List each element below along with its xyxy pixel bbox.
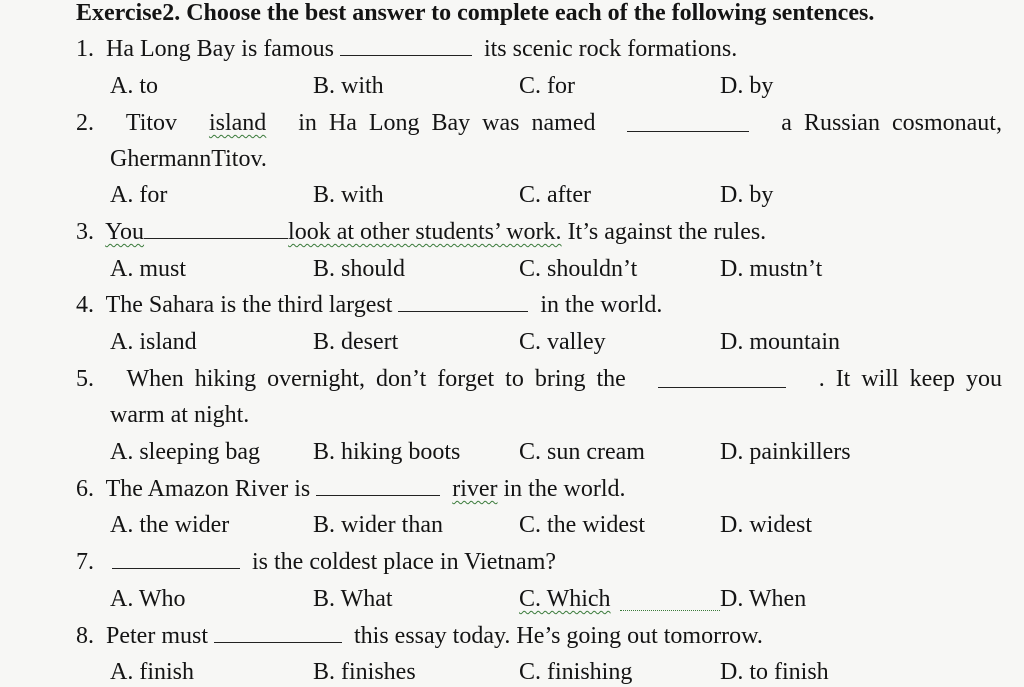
question-text-after: . It will keep you: [818, 366, 1002, 392]
option-b[interactable]: B. hiking boots: [313, 439, 461, 465]
question-text-before: When hiking overnight, don’t forget to bring the: [126, 366, 626, 392]
question-5-continuation: warm at night.: [110, 402, 250, 428]
question-text-after: its scenic rock formations.: [483, 36, 738, 62]
option-d[interactable]: D. When: [720, 586, 807, 612]
question-number: 7.: [76, 549, 94, 575]
option-a[interactable]: A. the wider: [110, 512, 230, 538]
question-text-after: in the world.: [503, 476, 626, 502]
option-b[interactable]: B. should: [313, 256, 406, 282]
option-c[interactable]: C. after: [519, 182, 591, 208]
question-text-before: Peter must: [106, 623, 208, 649]
option-a[interactable]: A. finish: [110, 659, 194, 685]
option-b[interactable]: B. What: [313, 586, 393, 612]
question-word-river: river: [452, 476, 498, 502]
question-number: 3.: [76, 219, 94, 245]
question-text-middle: in Ha Long Bay was named: [298, 110, 596, 136]
question-number: 1.: [76, 36, 94, 62]
question-6: [76, 474, 626, 504]
answer-blank[interactable]: [112, 548, 240, 569]
option-a[interactable]: A. to: [110, 73, 158, 99]
question-1: [76, 34, 737, 64]
option-b[interactable]: B. wider than: [313, 512, 443, 538]
option-c[interactable]: C. finishing: [519, 659, 633, 685]
option-d[interactable]: D. widest: [720, 512, 812, 538]
option-a[interactable]: A. sleeping bag: [110, 439, 260, 465]
answer-blank[interactable]: [398, 291, 528, 312]
option-d[interactable]: D. mustn’t: [720, 256, 823, 282]
answer-blank[interactable]: [658, 367, 786, 388]
option-c[interactable]: C. sun cream: [519, 439, 645, 465]
question-2-continuation: GhermannTitov.: [110, 146, 267, 172]
question-text-after: in the world.: [540, 292, 663, 318]
option-b[interactable]: B. with: [313, 73, 384, 99]
option-c[interactable]: C. shouldn’t: [519, 256, 638, 282]
option-d[interactable]: D. mountain: [720, 329, 840, 355]
exercise-title: Exercise2. Choose the best answer to complete each of the following sentences.: [76, 0, 875, 26]
option-c[interactable]: C. the widest: [519, 512, 645, 538]
option-d[interactable]: D. by: [720, 73, 774, 99]
answer-blank[interactable]: [340, 35, 472, 56]
option-c[interactable]: C. valley: [519, 329, 606, 355]
option-c[interactable]: C. Which: [519, 586, 611, 612]
question-number: 4.: [76, 292, 94, 318]
wavy-underline-decoration: [620, 584, 720, 611]
option-b[interactable]: B. finishes: [313, 659, 416, 685]
question-text-before: The Amazon River is: [105, 476, 311, 502]
question-word-titov: Titov: [125, 110, 178, 136]
question-number: 6.: [76, 476, 94, 502]
option-a[interactable]: A. for: [110, 182, 168, 208]
question-text-before: You: [105, 219, 145, 245]
answer-blank[interactable]: [627, 111, 749, 132]
question-text-after: It’s against the rules.: [567, 219, 767, 245]
answer-blank[interactable]: [214, 622, 342, 643]
answer-blank[interactable]: [316, 475, 440, 496]
question-text-underlined: look at other students’ work.: [288, 219, 562, 245]
option-d[interactable]: D. by: [720, 182, 774, 208]
question-text-after: this essay today. He’s going out tomorrow.: [354, 623, 763, 649]
option-a[interactable]: A. must: [110, 256, 187, 282]
question-4: [76, 290, 662, 320]
question-8: [76, 621, 763, 651]
question-7: [76, 547, 556, 577]
option-d[interactable]: D. painkillers: [720, 439, 851, 465]
question-2: [76, 108, 1002, 138]
question-text-after: a Russian cosmonaut,: [781, 110, 1002, 136]
question-text-before: Ha Long Bay is famous: [106, 36, 334, 62]
option-d[interactable]: D. to finish: [720, 659, 829, 685]
option-c[interactable]: C. for: [519, 73, 575, 99]
question-3: [76, 217, 766, 247]
answer-blank[interactable]: [144, 218, 288, 239]
option-a[interactable]: A. island: [110, 329, 197, 355]
question-text-after: is the coldest place in Vietnam?: [252, 549, 557, 575]
question-word-island: island: [208, 110, 267, 136]
option-b[interactable]: B. with: [313, 182, 384, 208]
option-a[interactable]: A. Who: [110, 586, 186, 612]
question-text-before: The Sahara is the third largest: [105, 292, 393, 318]
question-number: 5.: [76, 366, 94, 392]
option-b[interactable]: B. desert: [313, 329, 399, 355]
question-5: [76, 364, 1002, 394]
question-number: 8.: [76, 623, 94, 649]
question-number: 2.: [76, 110, 94, 136]
